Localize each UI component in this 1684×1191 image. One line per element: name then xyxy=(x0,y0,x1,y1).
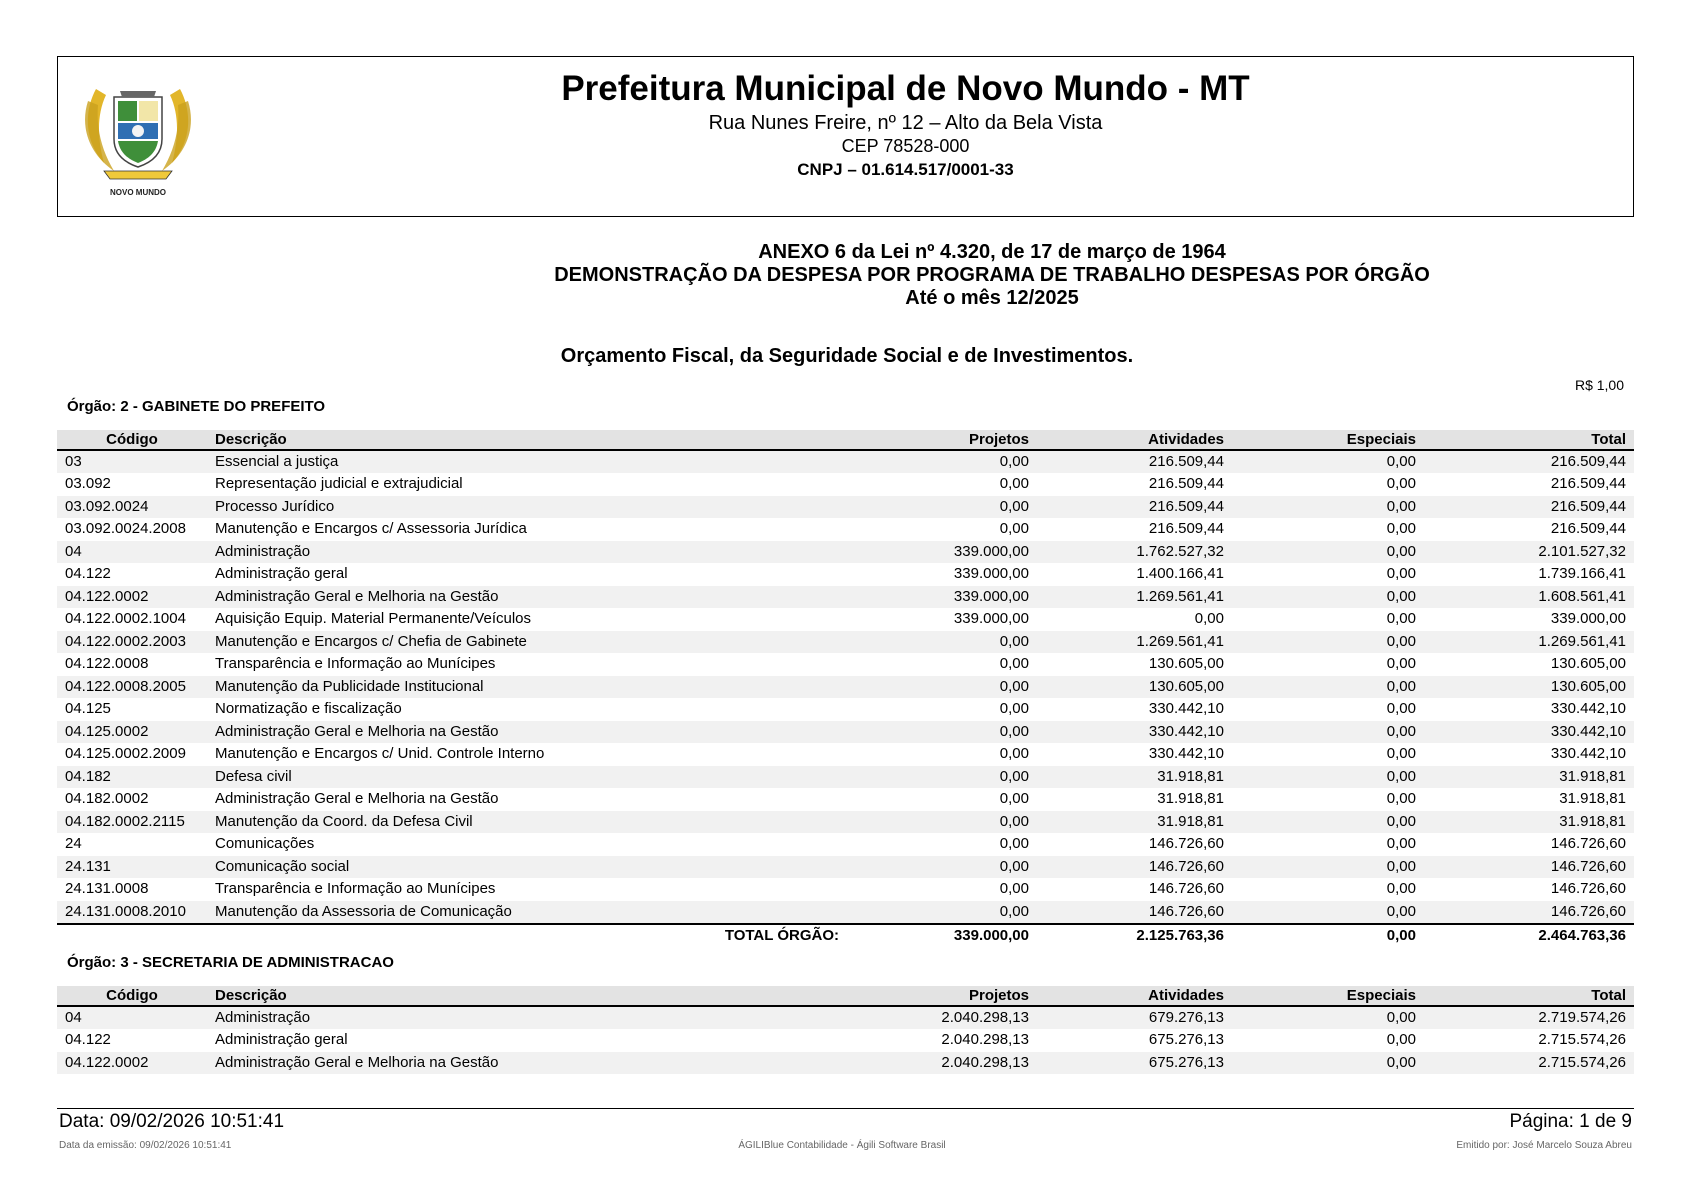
table-row xyxy=(57,766,1634,789)
cell-projects: 2.040.298,13 xyxy=(847,1006,1037,1029)
cell-total: 2.719.574,26 xyxy=(1424,1006,1634,1029)
cell-activities: 675.276,13 xyxy=(1148,1031,1224,1049)
cell-description: Defesa civil xyxy=(207,766,847,789)
table-row xyxy=(57,698,1634,721)
budget-type: Orçamento Fiscal, da Seguridade Social e de Investimentos. xyxy=(560,345,1134,367)
cell-projects: 0,00 xyxy=(847,676,1037,699)
cell-total: 130.605,00 xyxy=(1424,676,1634,699)
cell-total: 130.605,00 xyxy=(1550,655,1626,673)
cell-projects: 339.000,00 xyxy=(847,541,1037,564)
cell-code: 04.122.0002 xyxy=(57,586,207,609)
cell-total: 1.739.166,41 xyxy=(1538,565,1626,583)
cell-activities: 330.442,10 xyxy=(1148,700,1224,718)
cell-description: Manutenção e Encargos c/ Unid. Controle Interno xyxy=(215,745,545,763)
org-title: Órgão: 3 - SECRETARIA DE ADMINISTRACAO xyxy=(67,954,394,971)
cell-description: Administração Geral e Melhoria na Gestão xyxy=(215,790,499,808)
cell-code: 04.125.0002.2009 xyxy=(65,745,186,763)
table-row xyxy=(57,811,1634,834)
cell-description: Transparência e Informação ao Munícipes xyxy=(215,655,496,673)
cell-special: 0,00 xyxy=(1386,565,1416,583)
col-code: Código xyxy=(57,430,207,450)
cell-special: 0,00 xyxy=(1386,610,1416,628)
cell-code: 03.092.0024.2008 xyxy=(65,520,186,538)
org-expense-table xyxy=(57,986,1634,1074)
table-row xyxy=(57,721,1634,744)
cell-special: 0,00 xyxy=(1232,450,1424,473)
page-title: Prefeitura Municipal de Novo Mundo - MT xyxy=(561,69,1250,108)
cell-projects: 0,00 xyxy=(847,450,1037,473)
cell-activities: 679.276,13 xyxy=(1037,1006,1232,1029)
cell-special: 0,00 xyxy=(1232,1006,1424,1029)
cell-projects: 339.000,00 xyxy=(847,586,1037,609)
table-row xyxy=(57,1029,1634,1052)
cell-total: 216.509,44 xyxy=(1424,450,1634,473)
table-row xyxy=(57,496,1634,519)
cell-projects: 0,00 xyxy=(847,496,1037,519)
cell-code: 04.182.0002 xyxy=(65,790,149,808)
cell-activities: 1.762.527,32 xyxy=(1037,541,1232,564)
cell-code: 03.092 xyxy=(65,475,111,493)
svg-text:NOVO MUNDO: NOVO MUNDO xyxy=(110,188,166,197)
cell-total: 1.269.561,41 xyxy=(1424,631,1634,654)
cell-description: Manutenção e Encargos c/ Chefia de Gabinete xyxy=(207,631,847,654)
cell-description: Administração Geral e Melhoria na Gestão xyxy=(207,586,847,609)
cell-description: Transparência e Informação ao Munícipes xyxy=(215,880,496,898)
cell-description: Comunicação social xyxy=(207,856,847,879)
cell-total: 146.726,60 xyxy=(1424,856,1634,879)
currency-unit: R$ 1,00 xyxy=(1574,377,1624,393)
cell-code: 04.182.0002.2115 xyxy=(57,811,207,834)
cell-total: 330.442,10 xyxy=(1550,745,1626,763)
cell-code: 24.131.0008.2010 xyxy=(57,901,207,924)
cell-special: 0,00 xyxy=(1232,901,1424,924)
table-row xyxy=(57,856,1634,879)
cell-activities: 146.726,60 xyxy=(1037,901,1232,924)
cell-activities: 216.509,44 xyxy=(1148,475,1224,493)
cell-code: 04.122.0002.1004 xyxy=(65,610,186,628)
cell-special: 0,00 xyxy=(1386,700,1416,718)
cell-projects: 0,00 xyxy=(847,631,1037,654)
org-expense-table xyxy=(57,430,1634,947)
cell-description: Essencial a justiça xyxy=(207,450,847,473)
cell-total: 146.726,60 xyxy=(1550,835,1626,853)
cell-code: 24.131 xyxy=(57,856,207,879)
cell-description: Administração Geral e Melhoria na Gestão xyxy=(207,1052,847,1075)
col-description: Descrição xyxy=(207,986,847,1006)
cell-total: 146.726,60 xyxy=(1550,880,1626,898)
cell-code: 24.131.0008 xyxy=(65,880,149,898)
cell-projects: 0,00 xyxy=(999,835,1029,853)
col-description: Descrição xyxy=(207,430,847,450)
cell-special: 0,00 xyxy=(1232,766,1424,789)
cell-projects: 0,00 xyxy=(999,790,1029,808)
cell-projects: 0,00 xyxy=(847,721,1037,744)
col-total: Total xyxy=(1424,430,1634,450)
cell-special: 0,00 xyxy=(1232,541,1424,564)
cell-total: 216.509,44 xyxy=(1424,496,1634,519)
total-label: TOTAL ÓRGÃO: xyxy=(207,924,847,947)
report-title-line2: DEMONSTRAÇÃO DA DESPESA POR PROGRAMA DE TRABALHO DESPESAS POR ÓRGÃO xyxy=(554,264,1430,286)
cell-activities: 675.276,13 xyxy=(1037,1052,1232,1075)
cell-total: 1.608.561,41 xyxy=(1424,586,1634,609)
cell-special: 0,00 xyxy=(1232,811,1424,834)
cell-special: 0,00 xyxy=(1386,520,1416,538)
cell-code: 04.122 xyxy=(65,1031,111,1049)
table-row xyxy=(57,878,1634,901)
cell-activities: 1.400.166,41 xyxy=(1136,565,1224,583)
cell-activities: 31.918,81 xyxy=(1037,766,1232,789)
total-projects: 339.000,00 xyxy=(847,924,1037,947)
cell-activities: 146.726,60 xyxy=(1037,856,1232,879)
cell-total: 339.000,00 xyxy=(1550,610,1626,628)
cell-total: 2.715.574,26 xyxy=(1538,1031,1626,1049)
footer-issuer: Emitido por: José Marcelo Souza Abreu xyxy=(1456,1140,1632,1151)
table-row xyxy=(57,1006,1634,1029)
cell-activities: 216.509,44 xyxy=(1037,450,1232,473)
table-row xyxy=(57,586,1634,609)
cell-description: Representação judicial e extrajudicial xyxy=(215,475,463,493)
table-row xyxy=(57,743,1634,766)
cell-description: Administração geral xyxy=(215,1031,348,1049)
report-title-line3: Até o mês 12/2025 xyxy=(905,287,1079,309)
cell-code: 04 xyxy=(57,541,207,564)
cell-projects: 2.040.298,13 xyxy=(941,1031,1029,1049)
cell-total: 146.726,60 xyxy=(1424,901,1634,924)
header-box xyxy=(57,56,1634,217)
col-activities: Atividades xyxy=(1037,986,1232,1006)
cell-activities: 146.726,60 xyxy=(1148,835,1224,853)
cell-activities: 330.442,10 xyxy=(1148,745,1224,763)
cell-special: 0,00 xyxy=(1232,676,1424,699)
cell-special: 0,00 xyxy=(1232,721,1424,744)
cell-total: 31.918,81 xyxy=(1424,811,1634,834)
cell-description: Manutenção da Assessoria de Comunicação xyxy=(207,901,847,924)
cell-special: 0,00 xyxy=(1386,1031,1416,1049)
cell-total: 216.509,44 xyxy=(1550,520,1626,538)
cell-code: 04.122.0002 xyxy=(57,1052,207,1075)
cell-projects: 0,00 xyxy=(999,745,1029,763)
table-row xyxy=(57,541,1634,564)
table-row xyxy=(57,1052,1634,1075)
cell-code: 04.125.0002 xyxy=(57,721,207,744)
cell-special: 0,00 xyxy=(1386,655,1416,673)
address: Rua Nunes Freire, nº 12 – Alto da Bela Vista xyxy=(708,112,1103,134)
cell-total: 2.101.527,32 xyxy=(1424,541,1634,564)
cell-activities: 0,00 xyxy=(1194,610,1224,628)
cell-code: 04 xyxy=(57,1006,207,1029)
cell-activities: 130.605,00 xyxy=(1037,676,1232,699)
cell-projects: 0,00 xyxy=(999,655,1029,673)
table-header-row xyxy=(57,986,1634,1006)
cell-code: 04.125 xyxy=(65,700,111,718)
footer-emission-date: Data da emissão: 09/02/2026 10:51:41 xyxy=(59,1140,232,1151)
cell-activities: 31.918,81 xyxy=(1157,790,1224,808)
cell-activities: 1.269.561,41 xyxy=(1037,631,1232,654)
cell-activities: 216.509,44 xyxy=(1037,496,1232,519)
cell-description: Manutenção e Encargos c/ Assessoria Jurídica xyxy=(215,520,527,538)
cell-special: 0,00 xyxy=(1386,835,1416,853)
col-special: Especiais xyxy=(1232,986,1424,1006)
cell-total: 330.442,10 xyxy=(1550,700,1626,718)
footer-software: ÁGILIBlue Contabilidade - Ágili Software Brasil xyxy=(738,1140,946,1151)
col-projects: Projetos xyxy=(847,986,1037,1006)
col-activities: Atividades xyxy=(1037,430,1232,450)
cell-projects: 339.000,00 xyxy=(953,565,1029,583)
table-row xyxy=(57,473,1634,496)
table-row xyxy=(57,631,1634,654)
cell-projects: 0,00 xyxy=(847,811,1037,834)
footer-divider xyxy=(57,1108,1634,1109)
table-row xyxy=(57,608,1634,631)
cell-activities: 330.442,10 xyxy=(1037,721,1232,744)
cell-activities: 146.726,60 xyxy=(1148,880,1224,898)
cell-projects: 0,00 xyxy=(999,475,1029,493)
cell-special: 0,00 xyxy=(1232,586,1424,609)
cell-description: Comunicações xyxy=(215,835,315,853)
cell-projects: 0,00 xyxy=(999,880,1029,898)
footer-page-number: Página: 1 de 9 xyxy=(1509,1111,1632,1132)
cell-code: 04.122 xyxy=(65,565,111,583)
cell-projects: 0,00 xyxy=(847,901,1037,924)
org-title: Órgão: 2 - GABINETE DO PREFEITO xyxy=(67,398,326,415)
cell-projects: 0,00 xyxy=(999,700,1029,718)
table-row xyxy=(57,563,1634,586)
footer-date: Data: 09/02/2026 10:51:41 xyxy=(59,1111,285,1132)
cell-description: Aquisição Equip. Material Permanente/Veículos xyxy=(215,610,532,628)
report-titles xyxy=(400,241,1584,310)
cell-special: 0,00 xyxy=(1232,856,1424,879)
cell-description: Administração Geral e Melhoria na Gestão xyxy=(207,721,847,744)
cell-special: 0,00 xyxy=(1386,880,1416,898)
cell-total: 216.509,44 xyxy=(1550,475,1626,493)
cell-projects: 0,00 xyxy=(847,766,1037,789)
cell-activities: 216.509,44 xyxy=(1148,520,1224,538)
total-activities: 2.125.763,36 xyxy=(1037,924,1232,947)
cell-code: 04.182 xyxy=(57,766,207,789)
cell-projects: 0,00 xyxy=(847,856,1037,879)
cell-projects: 2.040.298,13 xyxy=(847,1052,1037,1075)
cell-description: Manutenção da Coord. da Defesa Civil xyxy=(207,811,847,834)
cell-total: 31.918,81 xyxy=(1424,766,1634,789)
cell-total: 2.715.574,26 xyxy=(1424,1052,1634,1075)
col-projects: Projetos xyxy=(847,430,1037,450)
cell-activities: 1.269.561,41 xyxy=(1037,586,1232,609)
table-header-row xyxy=(57,430,1634,450)
cell-special: 0,00 xyxy=(1386,745,1416,763)
cell-code: 03 xyxy=(57,450,207,473)
cell-code: 04.122.0002.2003 xyxy=(57,631,207,654)
table-row xyxy=(57,901,1634,924)
cell-code: 04.122.0008 xyxy=(65,655,149,673)
cell-code: 04.122.0008.2005 xyxy=(57,676,207,699)
cell-special: 0,00 xyxy=(1232,496,1424,519)
cnpj: CNPJ – 01.614.517/0001-33 xyxy=(797,160,1014,179)
org-total-row xyxy=(57,924,1634,947)
table-row xyxy=(57,788,1634,811)
report-title-line1: ANEXO 6 da Lei nº 4.320, de 17 de março de 1964 xyxy=(758,241,1226,263)
total-total: 2.464.763,36 xyxy=(1424,924,1634,947)
cell-total: 330.442,10 xyxy=(1424,721,1634,744)
cell-projects: 0,00 xyxy=(999,520,1029,538)
cep: CEP 78528-000 xyxy=(841,136,970,156)
cell-activities: 31.918,81 xyxy=(1037,811,1232,834)
cell-special: 0,00 xyxy=(1386,790,1416,808)
table-row xyxy=(57,833,1634,856)
cell-description: Manutenção da Publicidade Institucional xyxy=(207,676,847,699)
cell-special: 0,00 xyxy=(1386,475,1416,493)
cell-special: 0,00 xyxy=(1232,631,1424,654)
cell-activities: 130.605,00 xyxy=(1148,655,1224,673)
cell-description: Processo Jurídico xyxy=(207,496,847,519)
table-row xyxy=(57,518,1634,541)
total-spacer xyxy=(57,924,207,947)
cell-total: 31.918,81 xyxy=(1559,790,1626,808)
cell-projects: 339.000,00 xyxy=(953,610,1029,628)
cell-code: 03.092.0024 xyxy=(57,496,207,519)
table-row xyxy=(57,653,1634,676)
col-total: Total xyxy=(1424,986,1634,1006)
table-row xyxy=(57,450,1634,473)
cell-code: 24 xyxy=(65,835,82,853)
table-row xyxy=(57,676,1634,699)
cell-special: 0,00 xyxy=(1232,1052,1424,1075)
cell-description: Administração geral xyxy=(215,565,348,583)
cell-description: Administração xyxy=(207,1006,847,1029)
cell-description: Administração xyxy=(207,541,847,564)
total-special: 0,00 xyxy=(1232,924,1424,947)
col-code: Código xyxy=(57,986,207,1006)
col-special: Especiais xyxy=(1232,430,1424,450)
cell-description: Normatização e fiscalização xyxy=(215,700,402,718)
